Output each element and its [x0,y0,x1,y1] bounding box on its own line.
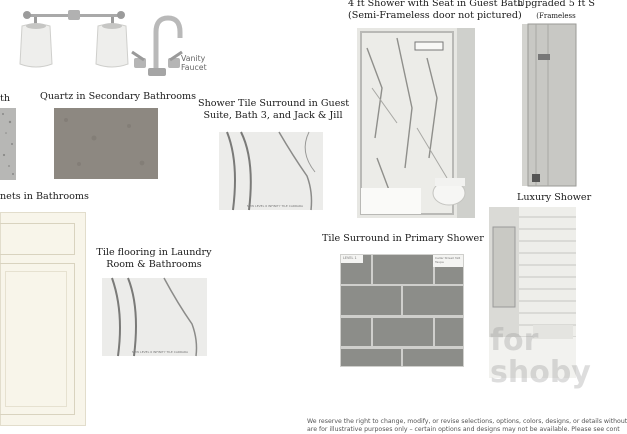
laundry-tile-caption: Tile flooring in Laundry Room & Bathrooms [96,247,212,270]
subway-tile-swatch: LEVEL 1 Cellar Street 3x6 Taupe [340,254,464,367]
bath-counter-swatch [0,108,16,180]
cabinets-caption: nets in Bathrooms [0,191,89,202]
marble-tile-swatch: NEW LEVEL 6 INFINITY TILE CARRARA [219,132,323,210]
vanity-light-image [14,4,134,70]
laundry-marble-swatch: NEW LEVEL 6 INFINITY TILE CARRARA [102,278,207,356]
disclaimer-text: We reserve the right to change, modify, or revise selections, options, colors, designs, or details without are for illustrative purposes only – certain options and designs may not be available. Please see cont [307,418,627,433]
shower-tile-caption: Shower Tile Surround in Guest Suite, Bath 3, and Jack & Jill [198,98,350,121]
faucet-label: Vanity Faucet [181,54,207,72]
upgraded-shower-caption: Upgraded 5 ft S (Frameless [517,0,595,20]
upgraded-shower-photo [522,24,576,186]
bath-caption: th [0,93,11,104]
vanity-faucet-image [130,12,182,80]
quartz-caption: Quartz in Secondary Bathrooms [40,91,197,102]
guest-shower-photo [357,28,475,218]
cabinet-door-image [0,212,86,426]
primary-tile-caption: Tile Surround in Primary Shower [322,233,484,244]
quartz-swatch [54,108,158,179]
luxury-shower-caption: Luxury Shower [517,192,592,203]
watermark: for shoby [490,323,591,390]
shower-seat-caption: 4 ft Shower with Seat in Guest Bath (Semi-Frameless door not pictured) [348,0,524,21]
